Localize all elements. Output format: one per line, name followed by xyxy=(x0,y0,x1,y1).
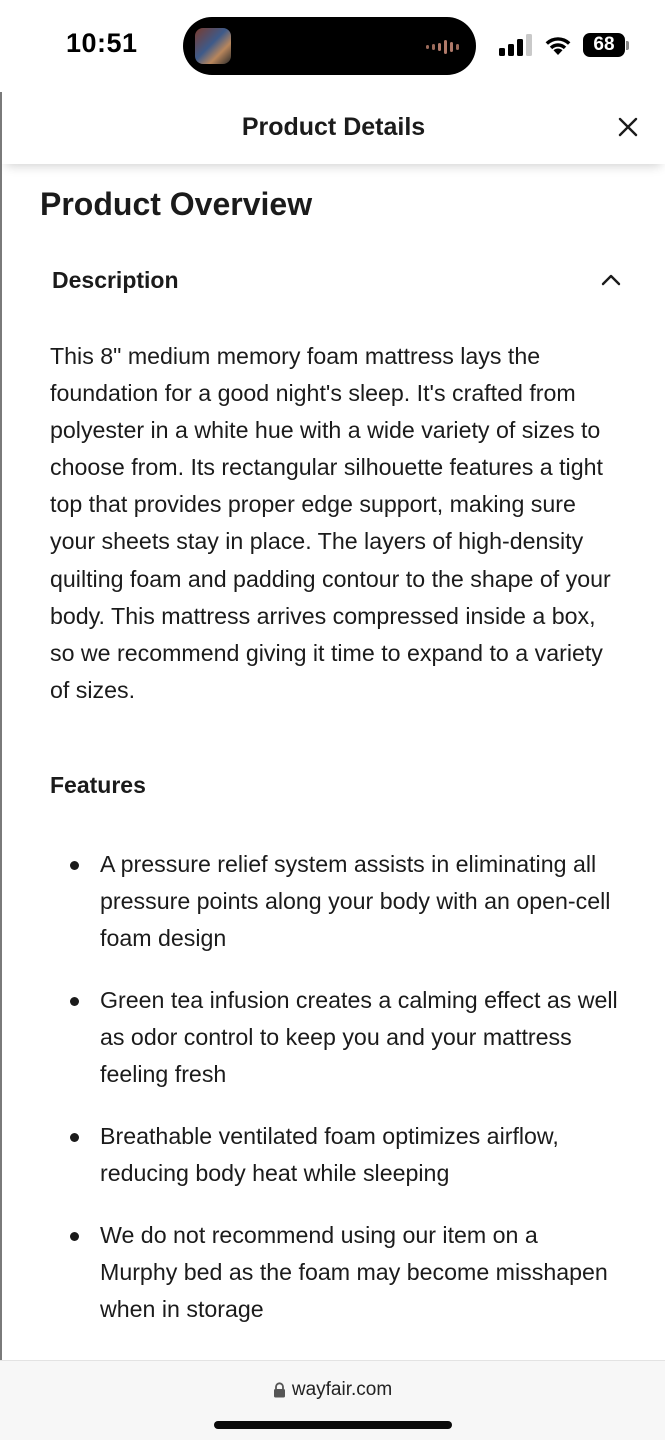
features-heading: Features xyxy=(50,772,146,798)
description-accordion-toggle[interactable] xyxy=(52,260,627,300)
dynamic-island[interactable] xyxy=(183,17,476,75)
url-display[interactable] xyxy=(0,1379,665,1401)
close-icon xyxy=(615,114,641,140)
sheet-header xyxy=(2,92,665,164)
url-text: wayfair.com xyxy=(291,1379,393,1400)
status-bar xyxy=(0,0,665,92)
chevron-up-icon xyxy=(599,268,623,292)
feature-item xyxy=(100,1118,620,1192)
status-icons xyxy=(499,30,629,60)
audio-waveform-icon xyxy=(426,39,460,55)
feature-text: Green tea infusion creates a calming effect as well as odor control to keep you and your mattress feeling fresh xyxy=(100,987,618,1088)
home-indicator[interactable] xyxy=(214,1421,452,1429)
close-button[interactable] xyxy=(615,114,641,140)
bullet-icon xyxy=(70,861,79,870)
sheet-title: Product Details xyxy=(241,113,426,141)
product-overview-heading: Product Overview xyxy=(40,186,313,222)
now-playing-thumbnail xyxy=(195,28,231,64)
cellular-signal-icon xyxy=(499,34,533,56)
bullet-icon xyxy=(70,1232,79,1241)
browser-address-bar[interactable] xyxy=(0,1360,665,1440)
feature-text: Breathable ventilated foam optimizes airflow, reducing body heat while sleeping xyxy=(100,1123,559,1187)
feature-item xyxy=(100,846,620,957)
lock-icon xyxy=(273,1382,286,1398)
battery-indicator xyxy=(583,33,629,57)
battery-level: 68 xyxy=(583,33,625,57)
product-description: This 8" medium memory foam mattress lays the foundation for a good night's sleep. It's crafted from polyester in a white hue with a wide variety of sizes to choose from. Its rectangular silhouette features a tight top that provides proper edge support, making sure your sheets stay in place. The layers of high-density quilting foam and padding contour to the shape of your body. This mattress arrives compressed inside a box, so we recommend giving it time to expand to a variety of sizes. xyxy=(50,343,611,703)
battery-tip xyxy=(626,41,629,50)
description-accordion-title: Description xyxy=(52,266,179,293)
status-time: 10:51 xyxy=(66,28,138,58)
wifi-icon xyxy=(543,34,573,56)
bullet-icon xyxy=(70,997,79,1006)
feature-text: We do not recommend using our item on a Murphy bed as the foam may become misshapen when in storage xyxy=(100,1222,608,1323)
feature-text: A pressure relief system assists in eliminating all pressure points along your body with an open-cell foam design xyxy=(100,851,611,952)
feature-item xyxy=(100,982,620,1093)
bullet-icon xyxy=(70,1133,79,1142)
feature-item xyxy=(100,1217,620,1328)
